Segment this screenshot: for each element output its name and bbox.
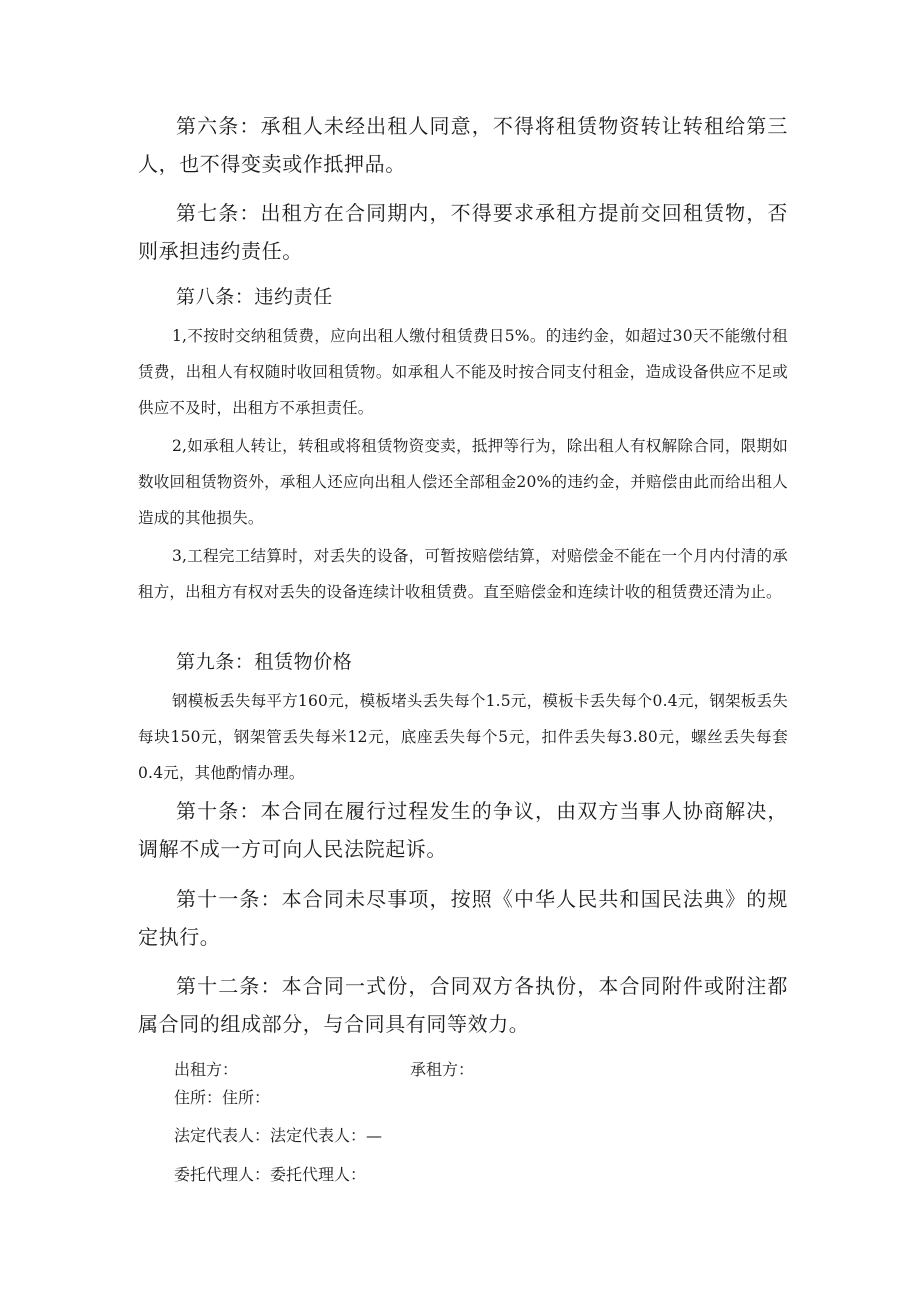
article-7: 第七条：出租方在合同期内，不得要求承租方提前交回租赁物，否则承担违约责任。 — [138, 201, 788, 263]
article-12: 第十二条：本合同一式份，合同双方各执份，本合同附件或附注都属合同的组成部分，与合同具有同等效力。 — [138, 974, 788, 1036]
article-8-item-2: 2,如承租人转让，转租或将租赁物资变卖，抵押等行为，除出租人有权解除合同，限期如数收回租赁物资外，承租人还应向出租人偿还全部租金20%的违约金，并赔偿由此而给出租人造成的其他损失。 — [138, 437, 788, 527]
article-11: 第十一条：本合同未尽事项，按照《中华人民共和国民法典》的规定执行。 — [138, 887, 788, 949]
article-10: 第十条：本合同在履行过程发生的争议，由双方当事人协商解决，调解不成一方可向人民法院起诉。 — [138, 799, 788, 861]
article-9-text: 钢模板丢失每平方160元，模板堵头丢失每个1.5元，模板卡丢失每个0.4元，钢架板丢失每块150元，钢架管丢失每米12元，底座丢失每个5元，扣件丢失每3.80元，螺丝丢失每套0.4元，其他酌情办理。 — [138, 692, 788, 782]
article-8-item-3: 3,工程完工结算时，对丢失的设备，可暂按赔偿结算，对赔偿金不能在一个月内付清的承租方，出租方有权对丢失的设备连续计收租赁费。直至赔偿金和连续计收的租赁费还清为止。 — [138, 547, 788, 601]
agent-line: 委托代理人：委托代理人： — [174, 1165, 367, 1184]
address-line: 住所：住所： — [174, 1088, 271, 1107]
article-8-item-1: 1,不按时交纳租赁费，应向出租人缴付租赁费日5%。的违约金，如超过30天不能缴付租赁费，出租人有权随时收回租赁物。如承租人不能及时按合同支付租金，造成设备供应不足或供应不及时，出租方不承担责任。 — [138, 327, 788, 417]
lessee-label: 承租方： — [410, 1060, 475, 1079]
article-9-title: 第九条：租赁物价格 — [176, 651, 353, 673]
legal-rep-line: 法定代表人：法定代表人：— — [174, 1126, 383, 1145]
lessor-label: 出租方： — [174, 1060, 239, 1079]
article-6: 第六条：承租人未经出租人同意，不得将租赁物资转让转租给第三人，也不得变卖或作抵押品。 — [138, 114, 788, 176]
article-8-title: 第八条：违约责任 — [176, 286, 333, 308]
